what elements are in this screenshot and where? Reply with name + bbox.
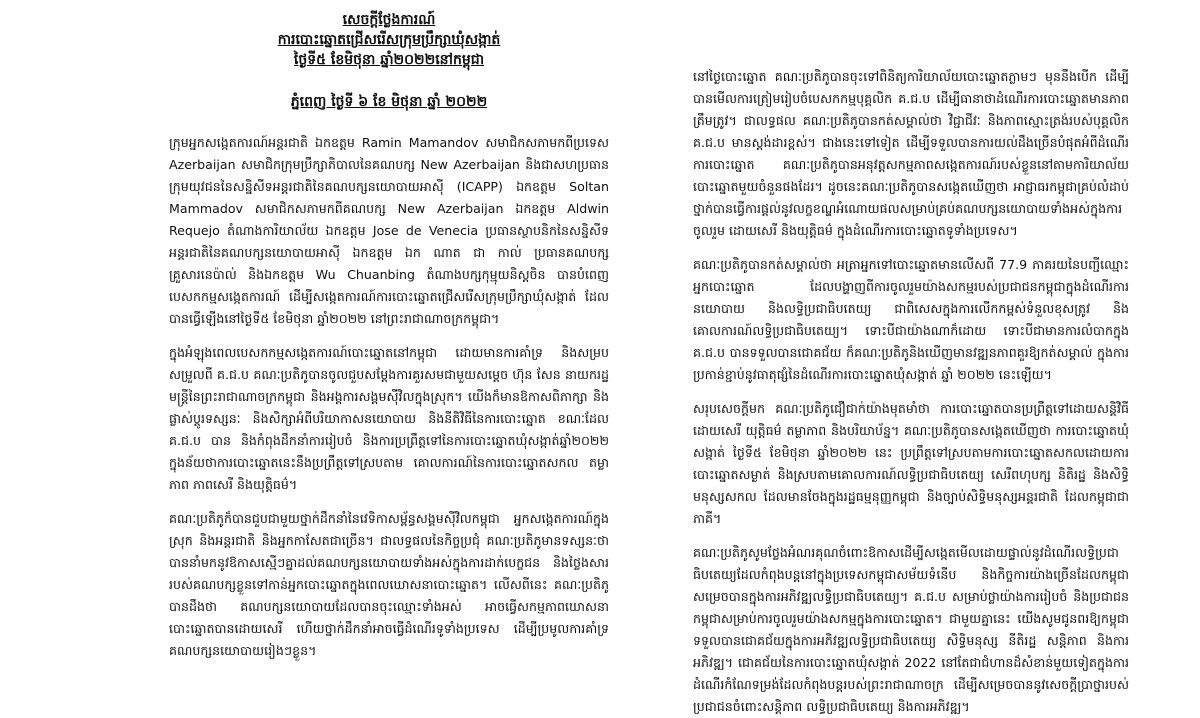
title-line-3: ថ្ងៃទី៥ ខែមិថុនា ឆ្នាំ២០២២នៅកម្ពុជា	[293, 52, 485, 68]
title-line-1: សេចក្តីថ្លែងការណ៍	[342, 12, 436, 28]
paragraph-civil-society: គណៈប្រតិភូក៏បានជួបជាមួយថ្នាក់ដឹកនាំនៃវេទិកាសម្ព័ន្ធសង្គមស៊ីវិលកម្ពុជា អ្នកសង្កេតការណ៍ក្នុងស្រុក និងអន្តរជាតិ និងអ្នកកាសែតជាច្រើន។ ជាលទ្ធផលនៃកិច្ចប្រជុំ គណៈប្រតិភូមានទស្សនៈថា បាននាំមកនូវឱកាសស្មើៗគ្នាដល់គណបក្សនយោបាយទាំងអស់ក្នុងការដាក់បេក្ខជន និងថ្លៃងសាររបស់គណបក្សខ្លួនទៅកាន់អ្នកបោះឆ្នោតក្នុងពេលឃោសនាបោះឆ្នោត។ លើសពីនេះ គណៈប្រតិភូបានដឹងថា គណបក្សនយោបាយដែលបានចុះឈ្មោះទាំងអស់ អាចធ្វើសកម្មភាពឃោសនាបោះឆ្នោតបានដោយសេរី ហើយថ្នាក់ដឹកនាំអាចធ្វើដំណើរទូទាំងប្រទេស ដើម្បីប្រមូលការគាំទ្រគណបក្សនយោបាយរៀងៗខ្លួន។	[169, 511, 609, 658]
right-column	[693, 0, 1129, 714]
paragraph-mission-meetings: ក្នុងអំឡុងពេលបេសកកម្មសង្កេតការណ៍បោះឆ្នោតនៅកម្ពុជា ដោយមានការគាំទ្រ និងសម្របសម្រួលពី គ.ជ.ប គណៈប្រតិភូបានចូលជួបសម្តែងការគួរសមជាមួយសម្តេច ហ៊ុន សែន នាយករដ្ឋមន្ត្រីនៃព្រះរាជាណាចក្រកម្ពុជា និងអង្គការសង្គមស៊ីវិលក្នុងស្រុក។ យើងក៏មានឱកាសពិភាក្សា និងផ្លាស់ប្តូរទស្សនៈ និងសិក្សាអំពីបរិយាកាសនយោបាយ និងនីតិវិធីនៃការបោះឆ្នោត ខណៈដែល គ.ជ.ប បាន និងកំពុងដឹកនាំការរៀបចំ និងការប្រព្រឹត្តទៅនៃការបោះឆ្នោតឃុំសង្កាត់ឆ្នាំ២០២២ ក្នុងន័យថាការបោះឆ្នោតនេះនឹងប្រព្រឹត្តទៅស្របតាម គោលការណ៍នៃការបោះឆ្នោតសកល តម្លាភាព ភាពសេរី និងយុត្តិធម៌។	[169, 345, 609, 492]
paragraph-gratitude: គណៈប្រតិភូសូមថ្លែងអំណរគុណចំពោះឱកាសដើម្បីសង្កេតមើលដោយផ្ទាល់នូវដំណើរលទ្ធិប្រជាធិបតេយ្យដែលកំពុងបន្តនៅក្នុងប្រទេសកម្ពុជាសម័យទំនើប និងកិច្ចការយ៉ាងច្រើនដែលកម្ពុជាសម្រេចបានក្នុងការអភិវឌ្ឍលទ្ធិប្រជាធិបតេយ្យ។ គ.ជ.ប សម្រាប់ថ្លាយ៉ាងការរៀបចំ និងប្រជាជនកម្ពុជាសម្រាប់ការចូលរួមយ៉ាងសកម្មក្នុងការបោះឆ្នោត។ ជាមួយគ្នានេះ យើងសូមជូនពរឱ្យកម្ពុជាទទួលបានជោគជ័យក្នុងការអភិវឌ្ឍលទ្ធិប្រជាធិបតេយ្យ សិទ្ធិមនុស្ស នីតិរដ្ឋ សន្តិភាព និងការអភិវឌ្ឍ។ ជោគជ័យនៃការបោះឆ្នោតឃុំសង្កាត់ 2022 នៅតែជាជំហានដ៏សំខាន់មួយទៀតក្នុងការដំណើរកំណែទម្រង់ដែលកំពុងបន្តរបស់ព្រះរាជាណាចក្រ ដើម្បីសម្រេចបាននូវសេចក្តីប្រាថ្នារបស់ប្រជាជនចំពោះសន្តិភាព លទ្ធិប្រជាធិបតេយ្យ និងការអភិវឌ្ឍ។	[693, 545, 1129, 714]
paragraph-observers: ក្រុមអ្នកសង្កេតការណ៍អន្តរជាតិ ឯកឧត្តម Ramin Mamandov សមាជិកសភាមកពីប្រទេស Azerbaijan សមាជិកក្រុមប្រឹក្សាភិបាលនៃគណបក្ស New Azerbaijan និងជាសហប្រធានក្រុមយុវជននៃសន្និសីទអន្តរជាតិនៃគណបក្សនយោបាយអាស៊ី (ICAPP) ឯកឧត្តម Soltan Mammadov សមាជិកសភាមកពីគណបក្ស New Azerbaijan ឯកឧត្តម Aldwin Requejo តំណាងការិយាល័យ ឯកឧត្តម Jose de Venecia ប្រធានស្ថាបនិកនៃសន្និសីទអន្តរជាតិនៃគណបក្សនយោបាយអាស៊ី ឯកឧត្តម ឯក ណាត ជា កាល់ ប្រធានគណបក្សគ្រួសារនេប៉ាល់ និងឯកឧត្តម Wu Chuanbing តំណាងបក្សកុម្មុយនិស្តចិន បានបំពេញបេសកកម្មសង្កេតការណ៍ ដើម្បីសង្កេតការណ៍ការបោះឆ្នោតជ្រើសរើសក្រុមប្រឹក្សាឃុំសង្កាត់ ដែលបានធ្វើឡើងនៅថ្ងៃទី៥ ខែមិថុនា ឆ្នាំ២០២២ នៅព្រះរាជាណាចក្រកម្ពុជា។	[169, 135, 609, 326]
dateline: ភ្នំពេញ ថ្ងៃទី ៦ ខែ មិថុនា ឆ្នាំ ២០២២	[290, 94, 488, 110]
statement-title	[169, 0, 609, 70]
paragraph-conclusion: សរុបសេចក្តីមក គណៈប្រតិភូជឿជាក់យ៉ាងមុតមាំថា ការបោះឆ្នោតបានប្រព្រឹត្តទៅដោយសន្តិវិធី ដោយសេរី យុត្តិធម៌ តម្លាភាព និងបរិយាប័ន្ន។ គណៈប្រតិភូបានសង្កេតឃើញថា ការបោះឆ្នោតឃុំសង្កាត់ ថ្ងៃទី៥ ខែមិថុនា ឆ្នាំ២០២២ នេះ ប្រព្រឹត្តទៅស្របតាមការបោះឆ្នោតសកលដោយការបោះឆ្នោតសម្ងាត់ និងស្របតាមគោលការណ៍លទ្ធិប្រជាធិបតេយ្យ សេរីពហុបក្ស និតិរដ្ឋ និងសិទ្ធិមនុស្សសកល ដែលមានចែងក្នុងរដ្ឋធម្មនុញ្ញកម្ពុជា និងច្បាប់សិទ្ធិមនុស្សអន្តរជាតិ ដែលកម្ពុជាជាភាគី។	[693, 401, 1129, 526]
title-line-2: ការបោះឆ្នោតជ្រើសរើសក្រុមប្រឹក្សាឃុំសង្កាត់	[277, 32, 501, 48]
paragraph-election-day: នៅថ្ងៃបោះឆ្នោត គណៈប្រតិភូបានចុះទៅពិនិត្យការិយាល័យបោះឆ្នោតភ្លាមៗ មុននឹងបើក ដើម្បីបានមើលការត្រៀមរៀបចំបេសកកម្មបុគ្គលិក គ.ជ.ប ដើម្បីធានាថាដំណើរការបោះឆ្នោតមានភាពត្រឹមត្រូវ។ ជាលទ្ធផល គណៈប្រតិភូបានកត់សម្គាល់ថា វិជ្ជាជីវៈ និងភាពស្មោះត្រង់របស់បុគ្គលិក គ.ជ.ប មានស្តង់ដារខ្ពស់។ ជាងនេះទៅទៀត ដើម្បីទទួលបានការយល់ដឹងច្រើនបំផុតអំពីដំណើរការបោះឆ្នោត គណៈប្រតិភូបានអនុវត្តសកម្មភាពសង្កេតការណ៍របស់ខ្លួននៅតាមការិយាល័យបោះឆ្នោតមួយចំនួនផងដែរ។ ដូចនេះគណៈប្រតិភូបានសង្កេតឃើញថា អាជ្ញាធរកម្ពុជាគ្រប់លំដាប់ថ្នាក់បានធ្វើការផ្តល់នូវលក្ខខណ្ឌអំណោយផលសម្រាប់គ្រប់គណបក្សនយោបាយទាំងអស់ក្នុងការចូលរួម ដោយសេរី និងយុត្តិធម៌ ក្នុងដំណើរការបោះឆ្នោតទូទាំងប្រទេស។	[693, 69, 1129, 238]
left-column	[169, 0, 609, 658]
paragraph-turnout: គណៈប្រតិភូបានកត់សម្គាល់ថា អត្រាអ្នកទៅបោះឆ្នោតមានលើសពី 77.9 ភាគរយនៃបញ្ជីឈ្មោះអ្នកបោះឆ្នោត ដែលបង្ហាញពីការចូលរួមយ៉ាងសកម្មរបស់ប្រជាជនកម្ពុជាក្នុងដំណើរការនយោបាយ និងលទ្ធិប្រជាធិបតេយ្យ ជាពិសេសក្នុងការលើកកម្ពស់ទំនួលខុសត្រូវ និងគោលការណ៍លទ្ធិប្រជាធិបតេយ្យ។ ទោះបីជាយ៉ាងណាក៏ដោយ ទោះបីជាមានការលំបាកក្នុង គ.ជ.ប បានទទួលបានជោគជ័យ ក៏គណៈប្រតិភូនិងឃើញមានវឌ្ឍនភាពគួរឱ្យកត់សម្គាល់ ក្នុងការប្រកាន់ខ្ជាប់នូវធាតុផ្សំនៃដំណើរការបោះឆ្នោតឃុំសង្កាត់ ឆ្នាំ ២០២២ នេះឡើយ។	[693, 257, 1129, 382]
